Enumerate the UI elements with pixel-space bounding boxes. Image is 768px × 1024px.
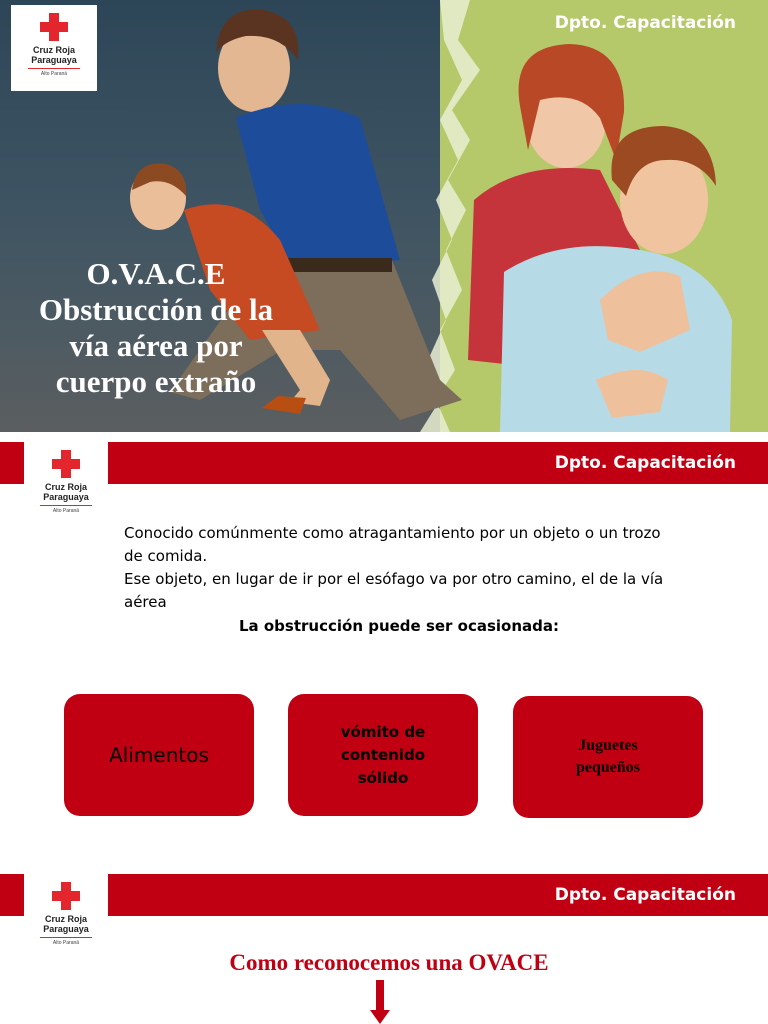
definition-paragraph: Ese objeto, en lugar de ir por el esófago va por otro camino, el de la vía aérea bbox=[124, 570, 664, 611]
logo-org-line3: Alto Paraná bbox=[52, 940, 80, 946]
cause-card-label: Juguetes pequeños bbox=[575, 737, 641, 776]
recognition-heading: Como reconocemos una OVACE bbox=[229, 950, 549, 975]
logo-org-line2: Paraguaya bbox=[43, 924, 89, 934]
red-cross-icon bbox=[52, 450, 80, 478]
red-cross-logo bbox=[24, 874, 108, 958]
cause-card-label: Alimentos bbox=[109, 743, 209, 767]
logo-org-line1: Cruz Roja bbox=[44, 914, 87, 924]
logo-org-line2: Paraguaya bbox=[43, 492, 89, 502]
logo-org-line1: Cruz Roja bbox=[32, 45, 75, 55]
department-label: Dpto. Capacitación bbox=[554, 13, 736, 33]
cause-card-toys bbox=[513, 696, 703, 818]
red-cross-logo bbox=[11, 5, 97, 91]
cover-slide bbox=[0, 0, 768, 432]
title-line: vía aérea por bbox=[69, 328, 243, 363]
definition-text bbox=[124, 522, 684, 614]
red-cross-icon bbox=[40, 13, 68, 41]
logo-org-line2: Paraguaya bbox=[31, 55, 77, 65]
title-line: Obstrucción de la bbox=[38, 292, 274, 327]
red-cross-icon bbox=[52, 882, 80, 910]
definition-paragraph: Conocido comúnmente como atragantamiento por un objeto o un trozo de comida. bbox=[124, 524, 661, 565]
department-label: Dpto. Capacitación bbox=[554, 453, 736, 473]
title-line: O.V.A.C.E bbox=[86, 256, 226, 291]
title-line: cuerpo extraño bbox=[55, 364, 257, 399]
recognition-slide bbox=[0, 864, 768, 1024]
cause-card-food bbox=[64, 694, 254, 816]
red-cross-logo bbox=[24, 442, 108, 526]
logo-org-line1: Cruz Roja bbox=[44, 482, 87, 492]
cover-title bbox=[0, 256, 312, 400]
logo-divider bbox=[28, 68, 80, 69]
logo-org-line3: Alto Paraná bbox=[52, 508, 80, 514]
logo-divider bbox=[40, 505, 92, 506]
definition-slide bbox=[0, 432, 768, 864]
logo-org-line3: Alto Paraná bbox=[40, 71, 68, 77]
cause-card-label: vómito de contenido sólido bbox=[340, 722, 426, 787]
cause-card-vomit bbox=[288, 694, 478, 816]
logo-divider bbox=[40, 937, 92, 938]
causes-subheading: La obstrucción puede ser ocasionada: bbox=[238, 617, 560, 635]
department-label: Dpto. Capacitación bbox=[554, 885, 736, 905]
down-arrow-icon bbox=[370, 980, 390, 1024]
